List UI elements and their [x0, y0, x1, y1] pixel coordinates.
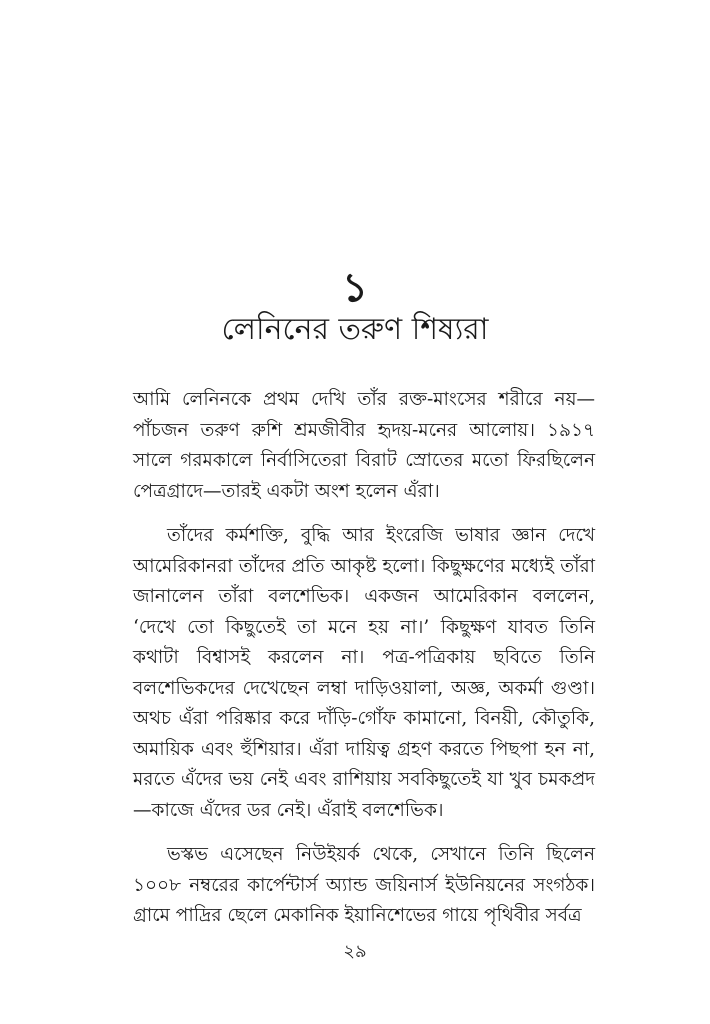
page-number: ২৯: [343, 941, 367, 962]
paragraph-1: আমি লেনিনকে প্রথম দেখি তাঁর রক্ত-মাংসের শরীরে নয়—পাঁচজন তরুণ রুশি শ্রমজীবীর হৃদয়-মনের আলোয়। ১৯১৭ সালে গরমকালে নির্বাসিতেরা বিরাট স্রোতের মতো ফিরছিলেন পেত্রগ্রাদে—তারই একটা অংশ হলেন এঁরা।: [133, 389, 595, 502]
body-text: [133, 385, 595, 946]
chapter-title: লেনিনের তরুণ শিষ্যরা: [221, 312, 489, 347]
paragraph-2: তাঁদের কর্মশক্তি, বুদ্ধি আর ইংরেজি ভাষার জ্ঞান দেখে আমেরিকানরা তাঁদের প্রতি আকৃষ্ট হলো। কিছুক্ষণের মধ্যেই তাঁরা জানালেন তাঁরা বলশেভিক। একজন আমেরিকান বললেন, ‘দেখে তো কিছুতেই তা মনে হয় না।’ কিছুক্ষণ যাবত তিনি কথাটা বিশ্বাসই করলেন না। পত্র-পত্রিকায় ছবিতে তিনি বলশেভিকদের দেখেছেন লম্বা দাড়িওয়ালা, অজ্ঞ, অকর্মা গুণ্ডা। অথচ এঁরা পরিষ্কার করে দাঁড়ি-গোঁফ কামানো, বিনয়ী, কৌতুকি, অমায়িক এবং হুঁশিয়ার। এঁরা দায়িত্ব গ্রহণ করতে পিছপা হন না, মরতে এঁদের ভয় নেই এবং রাশিয়ায় সবকিছুতেই যা খুব চমকপ্রদ—কাজে এঁদের ডর নেই। এঁরাই বলশেভিক।: [133, 525, 595, 821]
paragraph-3: ভস্কভ এসেছেন নিউইয়র্ক থেকে, সেখানে তিনি ছিলেন ১০০৮ নম্বরের কার্পেন্টার্স অ্যান্ড জয়িনার্স ইউনিয়নের সংগঠক। গ্রামে পাদ্রির ছেলে মেকানিক ইয়ানিশেভের গায়ে পৃথিবীর সর্বত্র: [133, 844, 595, 926]
chapter-number: ১: [342, 264, 368, 311]
